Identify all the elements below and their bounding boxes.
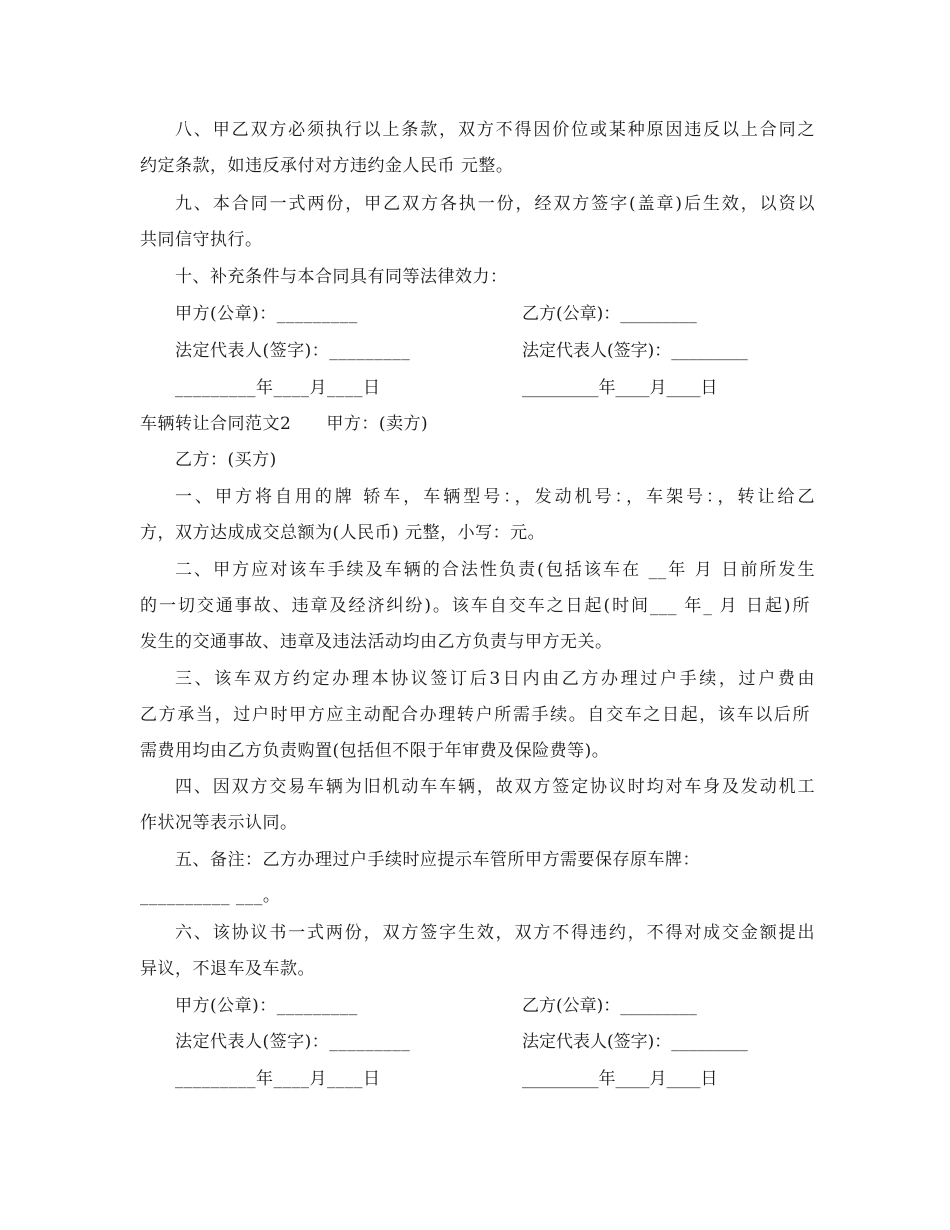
c2-clause-2-line-1: 二、甲方应对该车手续及车辆的合法性负责(包括该车在 __年 月 日前所发生 xyxy=(175,560,815,580)
c2-clause-1-line-2: 方，双方达成成交总额为(人民币) 元整，小写：元。 xyxy=(140,523,546,543)
c2-clause-4-line-2: 作状况等表示认同。 xyxy=(140,813,298,833)
party-b-seal-2: 乙方(公章)：_________ xyxy=(522,996,697,1016)
date-b: _________年____月____日 xyxy=(522,378,718,398)
clause-9-line-2: 共同信守执行。 xyxy=(140,230,263,250)
c2-clause-4-line-1: 四、因双方交易车辆为旧机动车车辆，故双方签定协议时均对车身及发动机工 xyxy=(175,777,815,797)
c2-clause-5-line-2: __________ ___。 xyxy=(140,886,281,906)
c2-clause-1-line-1: 一、甲方将自用的牌 轿车，车辆型号：，发动机号：，车架号：，转让给乙 xyxy=(175,487,815,507)
c2-clause-3-line-1: 三、该车双方约定办理本协议签订后3日内由乙方办理过户手续，过户费由 xyxy=(175,669,815,689)
party-a-seal: 甲方(公章)：_________ xyxy=(175,304,358,324)
rep-b-signature: 法定代表人(签字)：_________ xyxy=(522,341,748,361)
clause-10: 十、补充条件与本合同具有同等法律效力： xyxy=(175,267,508,287)
party-a-seal-2: 甲方(公章)：_________ xyxy=(175,996,358,1016)
c2-clause-2-line-3: 发生的交通事故、违章及违法活动均由乙方负责与甲方无关。 xyxy=(140,632,613,652)
c2-clause-3-line-3: 需费用均由乙方负责购置(包括但不限于年审费及保险费等)。 xyxy=(140,741,610,761)
clause-8-line-1: 八、甲乙双方必须执行以上条款，双方不得因价位或某种原因违反以上合同之 xyxy=(175,120,815,140)
c2-clause-3-line-2: 乙方承当，过户时甲方应主动配合办理转户所需手续。自交车之日起，该车以后所 xyxy=(140,705,810,725)
clause-8-line-2: 约定条款，如违反承付对方违约金人民币 元整。 xyxy=(140,156,514,176)
date-b-2: _________年____月____日 xyxy=(522,1069,718,1089)
rep-a-signature-2: 法定代表人(签字)：_________ xyxy=(175,1032,411,1052)
c2-clause-6-line-2: 异议，不退车及车款。 xyxy=(140,959,315,979)
contract-2-title: 车辆转让合同范文2 甲方：(卖方) xyxy=(140,414,429,434)
date-a: _________年____月____日 xyxy=(175,378,381,398)
party-b-seal: 乙方(公章)：_________ xyxy=(522,304,697,324)
rep-b-signature-2: 法定代表人(签字)：_________ xyxy=(522,1032,748,1052)
rep-a-signature: 法定代表人(签字)：_________ xyxy=(175,341,411,361)
date-a-2: _________年____月____日 xyxy=(175,1069,381,1089)
party-b-buyer: 乙方：(买方) xyxy=(175,450,277,470)
c2-clause-5-line-1: 五、备注：乙方办理过户手续时应提示车管所甲方需要保存原车牌： xyxy=(175,850,700,870)
c2-clause-2-line-2: 的一切交通事故、违章及经济纠纷)。该车自交车之日起(时间___ 年_ 月 日起)所 xyxy=(140,596,810,616)
clause-9-line-1: 九、本合同一式两份，甲乙双方各执一份，经双方签字(盖章)后生效，以资以 xyxy=(175,194,815,214)
c2-clause-6-line-1: 六、该协议书一式两份，双方签字生效，双方不得违约，不得对成交金额提出 xyxy=(175,923,815,943)
